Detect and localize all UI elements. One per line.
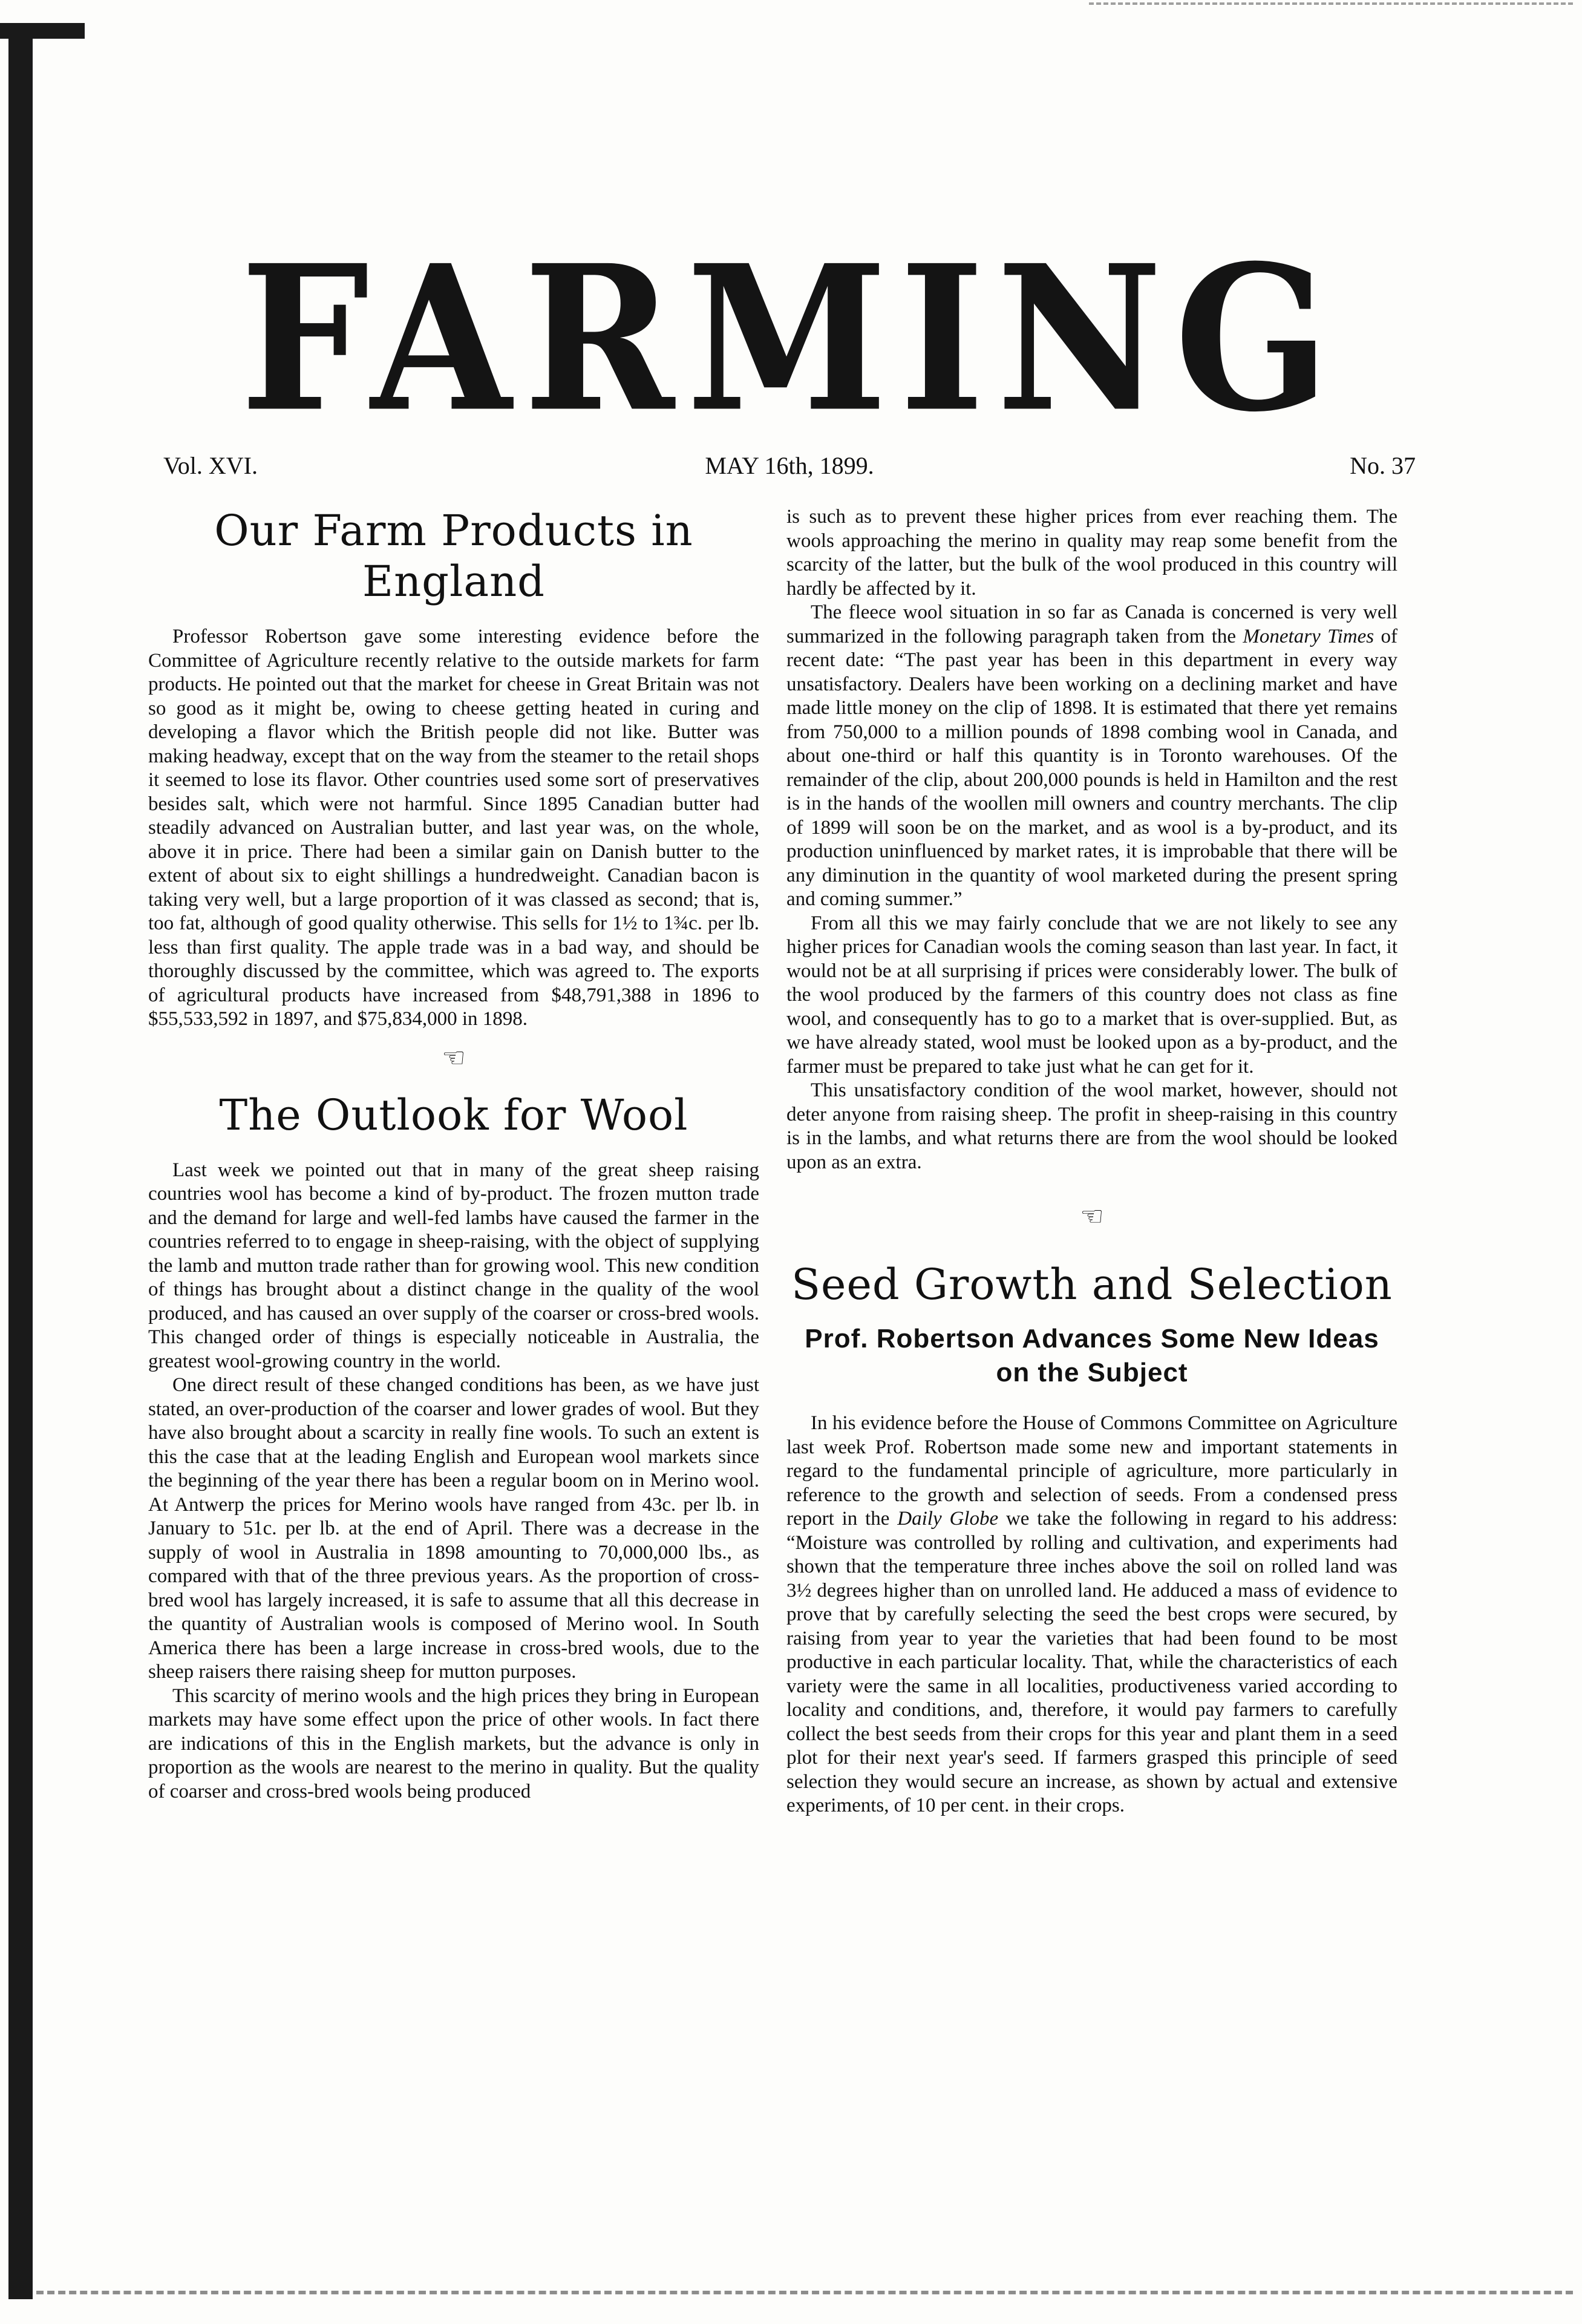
source-daily-globe: Daily Globe bbox=[897, 1508, 999, 1530]
wool-paragraph-5-text-b: of recent date: “The past year has been in this department in every way unsatisfactory. Dealers have been working on a declining market and have made little money on the clip of 1898. It is estimated that there yet remains from 750,000 to a million pounds of 1898 combing wool in Canada, and about one-third or half this quantity is in Toronto warehouses. Of the remainder of the clip, about 200,000 pounds is held in Hamilton and the rest is in the hands of the woollen mill owners and country merchants. The clip of 1899 will soon be on the market, and as wool is a by-product, and its production uninfluenced by market rates, it is improbable that there will be any diminution in the quantity of wool marketed during the present spring and coming summer.” bbox=[786, 625, 1397, 910]
masthead-title: FARMING bbox=[240, 221, 1342, 456]
wool-paragraph-5-text-a: The fleece wool situation in so far as Canada is concerned is very well summarized in the following paragraph taken from the bbox=[786, 601, 1397, 647]
wool-paragraph-1: Last week we pointed out that in many of the great sheep raising countries wool has become a kind of by-product. The frozen mutton trade and the demand for large and well-fed lambs have caused the farmer in the countries referred to to engage in sheep-raising, with the object of supplying the lamb and mutton trade rather than for growing wool. This new condition of things has brought about a distinct change in the quality of the wool produced, and has caused an over supply of the coarser or cross-bred wools. This changed order of things is especially noticeable in Australia, the greatest wool-growing country in the world. bbox=[148, 1159, 759, 1372]
right-column bbox=[786, 505, 1397, 1818]
pointing-hand-ornament: ☜ bbox=[1080, 1202, 1104, 1231]
wool-paragraph-2: One direct result of these changed conditions has been, as we have just stated, an over-production of the coarser and lower grades of wool. But they have also brought about a scarcity in really fine wools. To such an extent is this the case that at the leading English and European wool markets since the beginning of the year there has been a regular boom on in Merino wool. At Antwerp the prices for Merino wools have ranged from 43c. per lb. in January to 51c. per lb. at the end of April. There was a decrease in the supply of wool in Australia in 1898 amounting to 70,000,000 lbs., as compared with that of the three previous years. As the proportion of cross-bred wool has largely increased, it is safe to assume that all this decrease in the quantity of Australian wools is composed of Merino wool. In South America there has been a large increase in cross-bred wools, due to the sheep raisers there raising sheep for mutton purposes. bbox=[148, 1374, 759, 1683]
wool-paragraph-5 bbox=[786, 601, 1397, 912]
source-monetary-times: Monetary Times bbox=[1243, 625, 1374, 647]
headline-seed-growth: Seed Growth and Selection bbox=[791, 1260, 1393, 1309]
issue-number: No. 37 bbox=[1350, 452, 1416, 479]
wool-paragraph-3: This scarcity of merino wools and the high prices they bring in European markets may have some effect upon the price of other wools. In fact there are indications of this in the English markets, but the advance is only in proportion as the wools are nearest to the merino in quality. But the quality of coarser and cross-bred wools being produced bbox=[148, 1684, 759, 1802]
left-rule-notch bbox=[0, 23, 85, 39]
headline-farm-products: Our Farm Products in England bbox=[214, 506, 693, 606]
seed-paragraph-text-b: we take the following in regard to his address: “Moisture was controlled by rolling and cultivation, and experiments had shown that the temperature three inches above the soil on rolled land was 3½ degrees higher than on unrolled land. He adduced a mass of evidence to prove that by carefully selecting the seed the best crops were secured, by raising from year to year the varieties that had been found to be most productive in each particular locality. That, while the characteristics of each variety were the same in all localities, productiveness varied according to locality and conditions, and, therefore, it would pay farmers to carefully collect the best seeds from their crops for this year and plant them in a seed plot for their next year's seed. If farmers grasped this principle of seed selection they would secure an increase, as shown by actual and extensive experiments, of 10 per cent. in their crops. bbox=[786, 1508, 1397, 1816]
pointing-hand-ornament: ☜ bbox=[442, 1043, 466, 1073]
wool-paragraph-6: From all this we may fairly conclude that we are not likely to see any higher prices for Canadian wools the coming season than last year. In fact, it would not be at all surprising if prices were considerably lower. The bulk of the wool produced by the farmers of this country does not class as fine wool, and consequently has to go to a market that is over-supplied. But, as we have already stated, wool must be looked upon as a by-product, and the farmer must be prepared to take just what he can get for it. bbox=[786, 912, 1397, 1078]
dateline bbox=[163, 448, 1416, 484]
top-edge-rule bbox=[1089, 2, 1573, 8]
left-column bbox=[148, 505, 759, 1804]
seed-paragraph-text-a: In his evidence before the House of Commons Committee on Agriculture last week Prof. Robertson made some new and important statements in regard to the fundamental principle of agriculture, more particularly in reference to the growth and selection of seeds. From a condensed press report in the bbox=[786, 1412, 1397, 1530]
wool-paragraph-4: is such as to prevent these higher prices from ever reaching them. The wools approaching the merino in quality may reap some benefit from the scarcity of the latter, but the bulk of the wool produced in this country will hardly be affected by it. bbox=[786, 506, 1397, 600]
wool-paragraph-7: This unsatisfactory condition of the wool market, however, should not deter anyone from raising sheep. The profit in sheep-raising in this country is in the lambs, and what returns there are from the wool should be looked upon as an extra. bbox=[786, 1079, 1397, 1173]
bottom-edge-rule bbox=[36, 2291, 1573, 2300]
farm-products-paragraph: Professor Robertson gave some interesting evidence before the Committee of Agriculture recently relative to the outside markets for farm products. He pointed out that the market for cheese in Great Britain was not so good as it might be, owing to cheese getting heated in curing and developing a flavor which the British people did not like. Butter was making headway, except that on the way from the steamer to the retail shops it seemed to lose its flavor. Other countries used some sort of preservatives besides salt, which were not harmful. Since 1895 Canadian butter had steadily advanced on Australian butter, and last year was, on the whole, above it in price. There had been a similar gain on Danish butter to the extent of about six to eight shillings a hundredweight. Canadian bacon is taking very well, but a large proportion of it was classed as second; that is, too fat, although of good quality otherwise. This sells for 1½ to 1¾c. per lb. less than first quality. The apple trade was in a bad way, and should be thoroughly discussed by the committee, which was agreed to. The exports of agricultural products have increased from $48,791,388 in 1896 to $55,533,592 in 1897, and $75,834,000 in 1898. bbox=[148, 626, 759, 1030]
seed-paragraph bbox=[786, 1412, 1397, 1818]
subheadline-seed-growth: Prof. Robertson Advances Some New Ideas on the Subject bbox=[805, 1324, 1379, 1387]
headline-outlook-wool: The Outlook for Wool bbox=[219, 1090, 688, 1140]
issue-date: MAY 16th, 1899. bbox=[705, 452, 874, 479]
volume-number: Vol. XVI. bbox=[163, 452, 258, 479]
